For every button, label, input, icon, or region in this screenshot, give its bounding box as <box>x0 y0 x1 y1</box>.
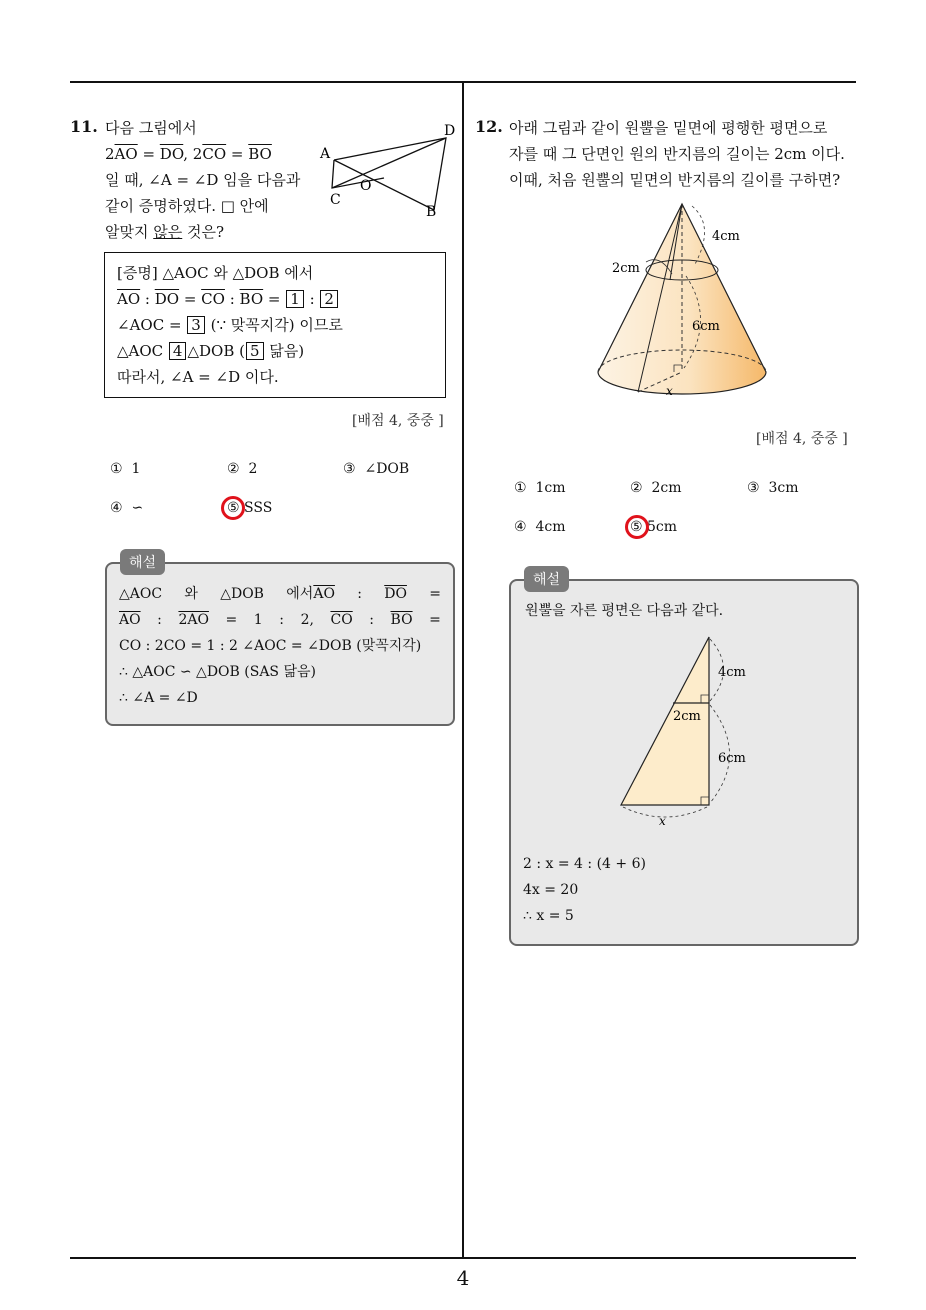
prompt-line-5: 알맞지 않은 것은? <box>105 223 225 241</box>
bowtie-triangle-figure <box>310 118 460 223</box>
blank-box-1: 1 <box>286 290 304 308</box>
prompt-line-2: 자를 때 그 단면인 원의 반지름의 길이는 2cm 이다. <box>509 145 845 163</box>
label-6cm: 6cm <box>692 319 720 334</box>
column-divider <box>462 82 464 1258</box>
choice-5[interactable]: ⑤ 5cm <box>630 519 678 535</box>
label-A: A <box>320 146 331 162</box>
answer-circle-mark <box>221 496 245 520</box>
choice-3[interactable]: ③ 3cm <box>747 480 799 496</box>
blank-box-4: 4 <box>169 342 187 360</box>
question-number: 11. <box>70 117 98 136</box>
label-O: O <box>360 178 372 194</box>
proof-line-2: $\overline{AO}$ : $\overline{DO} = \overline{CO}$ : $\overline{BO} = 1$ : 2 <box>117 289 339 309</box>
cone-figure <box>590 196 780 406</box>
solution-tag: 해설 <box>120 549 165 575</box>
label-4cm: 4cm <box>718 665 746 680</box>
label-2cm: 2cm <box>673 709 701 724</box>
choice-5[interactable]: ⑤ SSS <box>227 500 273 516</box>
proof-line-4: △AOC 4 △DOB ( 5 닮음) <box>117 342 305 360</box>
page-number: 4 <box>456 1266 470 1290</box>
solution-intro: 원뿔을 자른 평면은 다음과 같다. <box>525 603 724 619</box>
choice-4[interactable]: ④ ∽ <box>110 500 144 516</box>
solution-row-3: CO : 2CO = 1 : 2 ∠AOC = ∠DOB (맞꼭지각) <box>119 638 422 654</box>
choice-2[interactable]: ② 2cm <box>630 480 682 496</box>
answer-circle-mark <box>625 515 649 539</box>
blank-box-2: 2 <box>320 290 338 308</box>
choice-4[interactable]: ④ 4cm <box>514 519 566 535</box>
prompt-line-3: 일 때, ∠A = ∠D 임을 다음과 <box>105 171 301 189</box>
proof-line-1: [증명] △AOC 와 △DOB 에서 <box>117 264 314 282</box>
solution-row-5: ∴ ∠A = ∠D <box>119 690 198 706</box>
label-C: C <box>330 192 341 208</box>
solution-box <box>509 579 859 946</box>
label-6cm: 6cm <box>718 751 746 766</box>
prompt-line-1: 다음 그림에서 <box>105 119 197 137</box>
label-x: x <box>659 814 666 828</box>
solution-eq-1: 2 : x = 4 : (4 + 6) <box>523 856 646 872</box>
solution-row-4: ∴ △AOC ∽ △DOB (SAS 닮음) <box>119 664 316 680</box>
blank-box-5: 5 <box>246 342 264 360</box>
blank-box-3: 3 <box>187 316 205 334</box>
prompt-line-1: 아래 그림과 같이 원뿔을 밑면에 평행한 평면으로 <box>509 119 828 137</box>
triangle-lines <box>334 138 446 210</box>
choice-3[interactable]: ③ ∠DOB <box>343 461 410 477</box>
label-x: x <box>666 384 673 398</box>
proof-line-3: ∠AOC = 3 (∵ 맞꼭지각) 이므로 <box>117 316 343 334</box>
prompt-line-3: 이때, 처음 원뿔의 밑면의 반지름의 길이를 구하면? <box>509 171 841 189</box>
proof-line-5: 따라서, ∠A = ∠D 이다. <box>117 368 279 386</box>
bottom-rule <box>70 1257 856 1259</box>
solution-row-2: $\overline{AO}$ : 2AO = 1 : 2, $\overline{CO}$ : $\overline{BO}$ = <box>119 612 441 628</box>
solution-row-1: △AOC 와 △DOB 에서$\overline{AO}$ : $\overline{DO}$ = <box>119 586 441 602</box>
label-B: B <box>426 204 437 220</box>
proof-box <box>104 252 446 398</box>
score-label: [배점 4, 중중 ] <box>352 413 444 429</box>
label-4cm: 4cm <box>712 229 740 244</box>
cross-section-triangle-figure <box>611 629 771 829</box>
label-D: D <box>444 123 456 139</box>
solution-eq-3: ∴ x = 5 <box>523 908 574 924</box>
solution-eq-2: 4x = 20 <box>523 882 579 898</box>
solution-box <box>105 562 455 726</box>
choice-1[interactable]: ① 1 <box>110 461 141 477</box>
question-number: 12. <box>475 117 503 136</box>
condition-line: $2\overline{AO} = \overline{DO}$, $2\overline{CO} = \overline{BO}$ <box>105 145 272 163</box>
choice-2[interactable]: ② 2 <box>227 461 258 477</box>
score-label: [배점 4, 중중 ] <box>756 431 848 447</box>
label-2cm: 2cm <box>612 261 640 276</box>
prompt-line-4: 같이 증명하였다. □ 안에 <box>105 197 269 215</box>
choice-1[interactable]: ① 1cm <box>514 480 566 496</box>
solution-tag: 해설 <box>524 566 569 592</box>
